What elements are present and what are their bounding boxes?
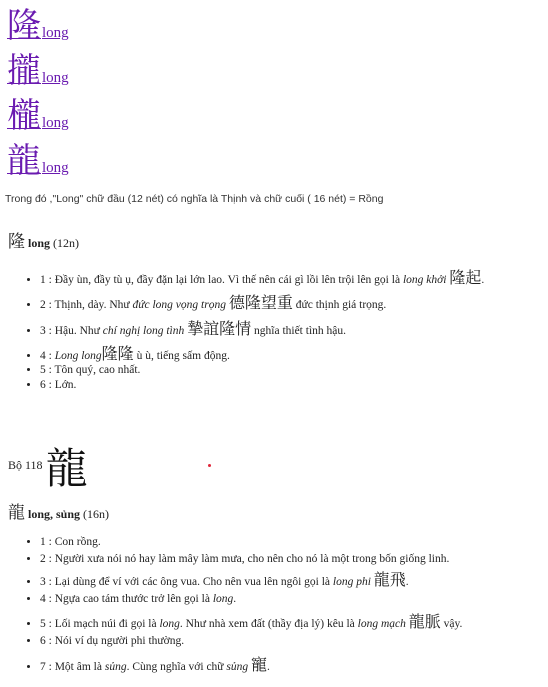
definition-list-1 — [26, 266, 484, 393]
explanation-note: Trong đó ,"Long" chữ đầu (12 nét) có nghĩa là Thịnh và chữ cuối ( 16 nét) = Rồng — [5, 193, 384, 205]
radical-char: 龍 — [45, 444, 88, 493]
entry-reading: long, sủng — [28, 507, 81, 521]
definition-item: • 6 : Nói ví dụ người phi thường. — [40, 633, 462, 650]
definition-item: • 3 : Lại dùng để ví với các ông vua. Cho nên vua lên ngôi gọi là long phi 龍飛. — [40, 569, 462, 591]
entry-strokes: (12n) — [53, 236, 80, 250]
definition-item: • 6 : Lớn. — [40, 378, 484, 393]
entry-header-2 — [8, 498, 109, 523]
char-link-1[interactable]: 隆long — [7, 6, 69, 46]
character-links — [7, 4, 69, 184]
definition-item: • 1 : Đầy ùn, đầy tù ụ, đầy đặn lại lớn lao. Vì thế nên cái gì lồi lên trội lên gọi là long khởi 隆起. — [40, 266, 484, 290]
red-dot — [208, 464, 211, 467]
definition-item: • 4 : Ngựa cao tám thước trở lên gọi là long. — [40, 591, 462, 608]
definition-list-2 — [26, 534, 462, 677]
entry-char: 龍 — [8, 503, 25, 523]
definition-item: • 7 : Một âm là sủng. Cùng nghĩa với chữ sủng 寵. — [40, 653, 462, 677]
radical-label — [8, 436, 88, 496]
definition-item: • 5 : Lối mạch núi đi gọi là long. Như nhà xem đất (thầy địa lý) kêu là long mạch 龍脈 vậy. — [40, 611, 462, 633]
entry-header-1 — [8, 227, 79, 252]
definition-item: • 1 : Con rồng. — [40, 534, 462, 550]
entry-char: 隆 — [8, 232, 25, 252]
char-link-3[interactable]: 櫳long — [7, 96, 69, 136]
radical-number: Bộ 118 — [8, 457, 43, 472]
definition-item: • 3 : Hậu. Như chí nghị long tình 摯誼隆情 nghĩa thiết tình hậu. — [40, 316, 484, 341]
char-link-2[interactable]: 攏long — [7, 51, 69, 91]
entry-reading: long — [28, 236, 51, 250]
definition-item: • 2 : Thịnh, dày. Như đức long vọng trọng 德隆望重 đức thịnh giá trọng. — [40, 290, 484, 316]
entry-strokes: (16n) — [83, 507, 110, 521]
definition-item: • 2 : Người xưa nói nó hay làm mây làm mưa, cho nên cho nó là một trong bốn giống linh. — [40, 550, 462, 569]
definition-item: • 5 : Tôn quý, cao nhất. — [40, 363, 484, 378]
char-link-4[interactable]: 龍long — [7, 141, 69, 181]
definition-item: • 4 : Long long隆隆 ù ù, tiếng sấm động. — [40, 345, 484, 363]
